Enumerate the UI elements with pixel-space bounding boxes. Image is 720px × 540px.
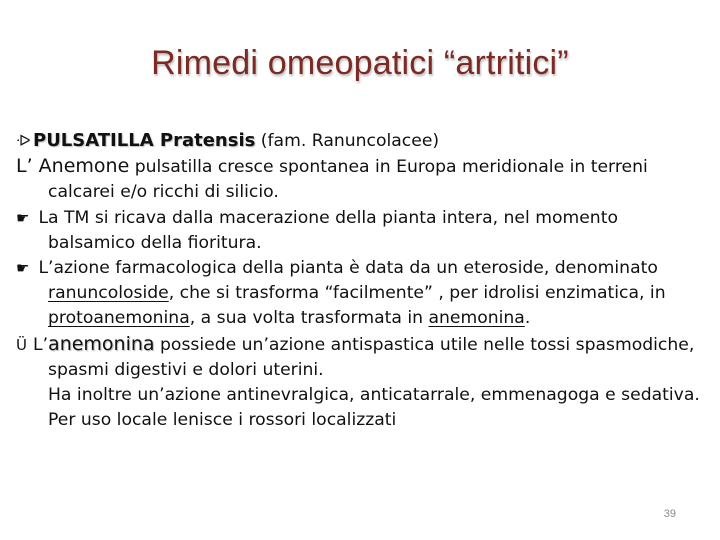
habitat-lead: L’ Anemone [16, 155, 130, 178]
paragraph-habitat [16, 154, 706, 205]
anemonina-text: possiede un’azione antispastica utile nelle tossi spasmodiche, spasmi digestivi e dolori uterini. [48, 334, 695, 380]
slide-title: Rimedi omeopatici “artritici” [151, 44, 569, 82]
term-ranuncoloside: ranuncoloside [48, 283, 169, 304]
action-text-b: , che si trasforma “facilmente” , per idrolisi enzimatica, in [168, 283, 666, 304]
pointing-hand-icon: ☛ [16, 259, 30, 278]
term-anemonina: anemonina [428, 308, 525, 329]
paragraph-anemonina [16, 332, 706, 434]
anemonina-lead-a: L’ [33, 334, 49, 355]
paragraph-action [16, 256, 706, 332]
term-protoanemonina: protoanemonina [48, 308, 190, 329]
paragraph-tm [16, 206, 706, 256]
anemonina-lead-b: anemonina [48, 332, 155, 355]
pointing-hand-icon: ☛ [16, 208, 30, 227]
bullet-icon: ᐒ [16, 132, 31, 150]
anemonina-text-2: Ha inoltre un’azione antinevralgica, anticatarrale, emmenagoga e sedativa. Per uso locale lenisce i rossori localizzati [48, 385, 700, 431]
action-text-d: . [524, 308, 531, 329]
heading-paragraph [16, 128, 706, 154]
arrow-icon: Ü [16, 335, 27, 354]
action-text-a: L’azione farmacologica della pianta è data da un eteroside, denominato [33, 258, 658, 279]
tm-text: La TM si ricava dalla macerazione della pianta intera, nel momento balsamico della fioritura. [33, 207, 618, 253]
plant-name: PULSATILLA Pratensis [33, 130, 256, 151]
action-text-c: , a sua volta trasformata in [189, 308, 429, 329]
plant-family: (fam. Ranuncolacee) [260, 131, 440, 151]
page-number: 39 [663, 508, 676, 520]
habitat-text: pulsatilla cresce spontanea in Europa meridionale in terreni calcarei e/o ricchi di silicio. [48, 157, 648, 203]
slide-body [16, 128, 706, 433]
